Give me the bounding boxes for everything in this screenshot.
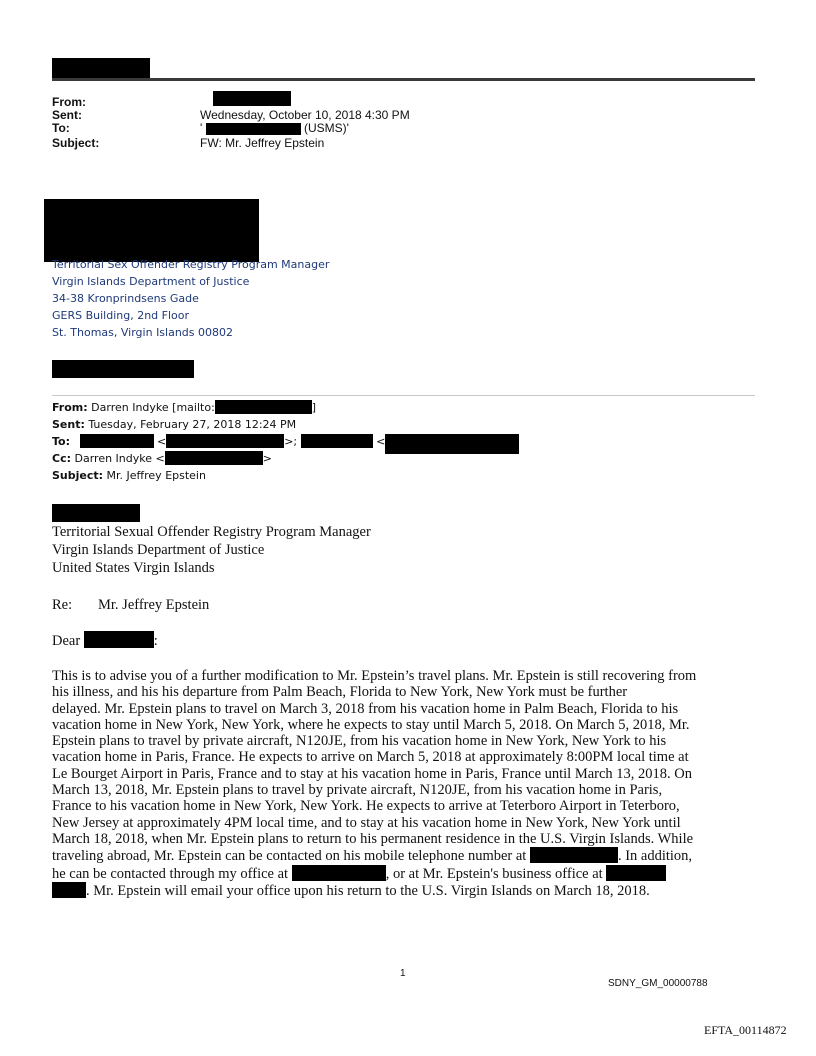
- header-rule: [52, 78, 755, 81]
- body-line: March 18, 2018, when Mr. Epstein plans to return to his permanent residence in the U.S. Virgin Islands. While: [52, 830, 694, 847]
- letter-body: [52, 668, 762, 899]
- redaction-mobile-number: [530, 847, 618, 863]
- body-line: vacation home in Paris, France. He expects to arrive on March 5, 2018 at approximately 8:00PM local time at: [52, 749, 689, 766]
- fwd-from-label: From:: [52, 401, 88, 414]
- to-prefix: ': [200, 121, 203, 135]
- redaction-recipient-name: [52, 504, 140, 522]
- body-line: March 13, 2018, Mr. Epstein plans to travel by private aircraft, N120JE, from his vacation home in Paris,: [52, 782, 663, 799]
- redaction-to-name: [80, 434, 154, 448]
- fwd-cc-close: >: [262, 452, 272, 465]
- fwd-to-sep: >;: [284, 435, 298, 448]
- redaction-to-email: [166, 434, 284, 448]
- salutation: [52, 631, 158, 650]
- redaction-to-name-2: [301, 434, 373, 448]
- fwd-to-label: To:: [52, 435, 70, 448]
- efta-number: EFTA_00114872: [704, 1023, 787, 1037]
- dear-colon: :: [153, 633, 158, 649]
- fwd-to-lt2: <: [376, 435, 386, 448]
- fwd-sent-value: Tuesday, February 27, 2018 12:24 PM: [88, 418, 297, 431]
- body-line: delayed. Mr. Epstein plans to travel on March 3, 2018 from his vacation home in Palm Beach, Florida to his: [52, 700, 679, 717]
- body-line: This is to advise you of a further modification to Mr. Epstein’s travel plans. Mr. Epstein is still recovering from: [52, 668, 697, 684]
- signature-line: GERS Building, 2nd Floor: [52, 309, 190, 322]
- fwd-sent-label: Sent:: [52, 418, 85, 431]
- body-line: New Jersey at approximately 4PM local time, and to stay at his vacation home in New York, New York until: [52, 814, 681, 831]
- redaction-from: [213, 91, 291, 106]
- address-line: Territorial Sexual Offender Registry Program Manager: [52, 524, 371, 540]
- redaction-business-number: [606, 865, 666, 881]
- body-line: Epstein plans to travel by private aircraft, N120JE, from his vacation home in New York, New York to his: [52, 733, 667, 750]
- to-value: (USMS)': [303, 121, 349, 135]
- signature-line: Virgin Islands Department of Justice: [52, 275, 250, 288]
- redaction-signature-extra: [52, 360, 194, 378]
- body-line: France to his vacation home in New York, New York. He expects to arrive at Teterboro Airport in Teterboro,: [52, 798, 680, 815]
- redaction-cc-email: [165, 451, 263, 465]
- signature-line: 34-38 Kronprindsens Gade: [52, 292, 199, 305]
- letter-address: [52, 523, 371, 577]
- fwd-cc-label: Cc:: [52, 452, 71, 465]
- address-line: Virgin Islands Department of Justice: [52, 542, 265, 558]
- fwd-cc-value: Darren Indyke <: [74, 452, 165, 465]
- subject-value: FW: Mr. Jeffrey Epstein: [200, 136, 325, 150]
- fwd-subject-label: Subject:: [52, 469, 104, 482]
- redaction-signature-name: [44, 199, 259, 262]
- re-label: Re:: [52, 597, 73, 613]
- re-line: [52, 596, 72, 614]
- subject-label: Subject:: [52, 136, 100, 150]
- body-line-part: traveling abroad, Mr. Epstein can be contacted on his mobile telephone number at: [52, 848, 527, 865]
- redaction-business-number-cont: [52, 882, 86, 898]
- from-label: From:: [52, 95, 86, 109]
- body-line: [52, 882, 762, 899]
- body-line-part: . Mr. Epstein will email your office upon his return to the U.S. Virgin Islands on March 18, 2018.: [86, 882, 650, 899]
- fwd-from-close: ]: [311, 401, 317, 414]
- address-line: United States Virgin Islands: [52, 560, 215, 576]
- redaction-office-number: [292, 865, 386, 881]
- signature-block: [52, 256, 329, 341]
- body-line-part: , or at Mr. Epstein's business office at: [385, 865, 603, 882]
- email-header: [52, 96, 752, 156]
- redaction-email: [215, 400, 312, 414]
- fwd-to-lt: <: [157, 435, 167, 448]
- sent-label: Sent:: [52, 108, 82, 122]
- forward-divider: [52, 395, 755, 396]
- body-line-part: he can be contacted through my office at: [52, 865, 289, 882]
- signature-line: Territorial Sex Offender Registry Program Manager: [52, 258, 330, 271]
- to-label: To:: [52, 121, 70, 135]
- body-line-part: . In addition,: [617, 848, 693, 865]
- body-line: his illness, and his his departure from Palm Beach, Florida to New York, New York must be further: [52, 684, 628, 701]
- re-value: Mr. Jeffrey Epstein: [98, 597, 210, 613]
- fwd-subject-value: Mr. Jeffrey Epstein: [106, 469, 206, 482]
- page-number: 1: [400, 968, 406, 979]
- redaction-salutation-name: [84, 631, 154, 648]
- signature-line: St. Thomas, Virgin Islands 00802: [52, 326, 234, 339]
- redaction-to: [206, 123, 301, 135]
- body-line: Le Bourget Airport in Paris, France and to stay at his vacation home in Paris, France until March 13, 2018. On: [52, 765, 693, 782]
- fwd-from-value: Darren Indyke [mailto:: [91, 401, 215, 414]
- body-line: [52, 865, 762, 882]
- body-line: vacation home in New York, New York, where he expects to stay until March 5, 2018. On March 5, 2018, Mr.: [52, 716, 690, 733]
- forwarded-header: [52, 399, 752, 484]
- bates-number: SDNY_GM_00000788: [608, 978, 708, 989]
- redaction-sender-name: [52, 58, 150, 80]
- dear-word: Dear: [52, 633, 81, 649]
- sent-value: Wednesday, October 10, 2018 4:30 PM: [200, 108, 410, 122]
- body-line: [52, 847, 762, 864]
